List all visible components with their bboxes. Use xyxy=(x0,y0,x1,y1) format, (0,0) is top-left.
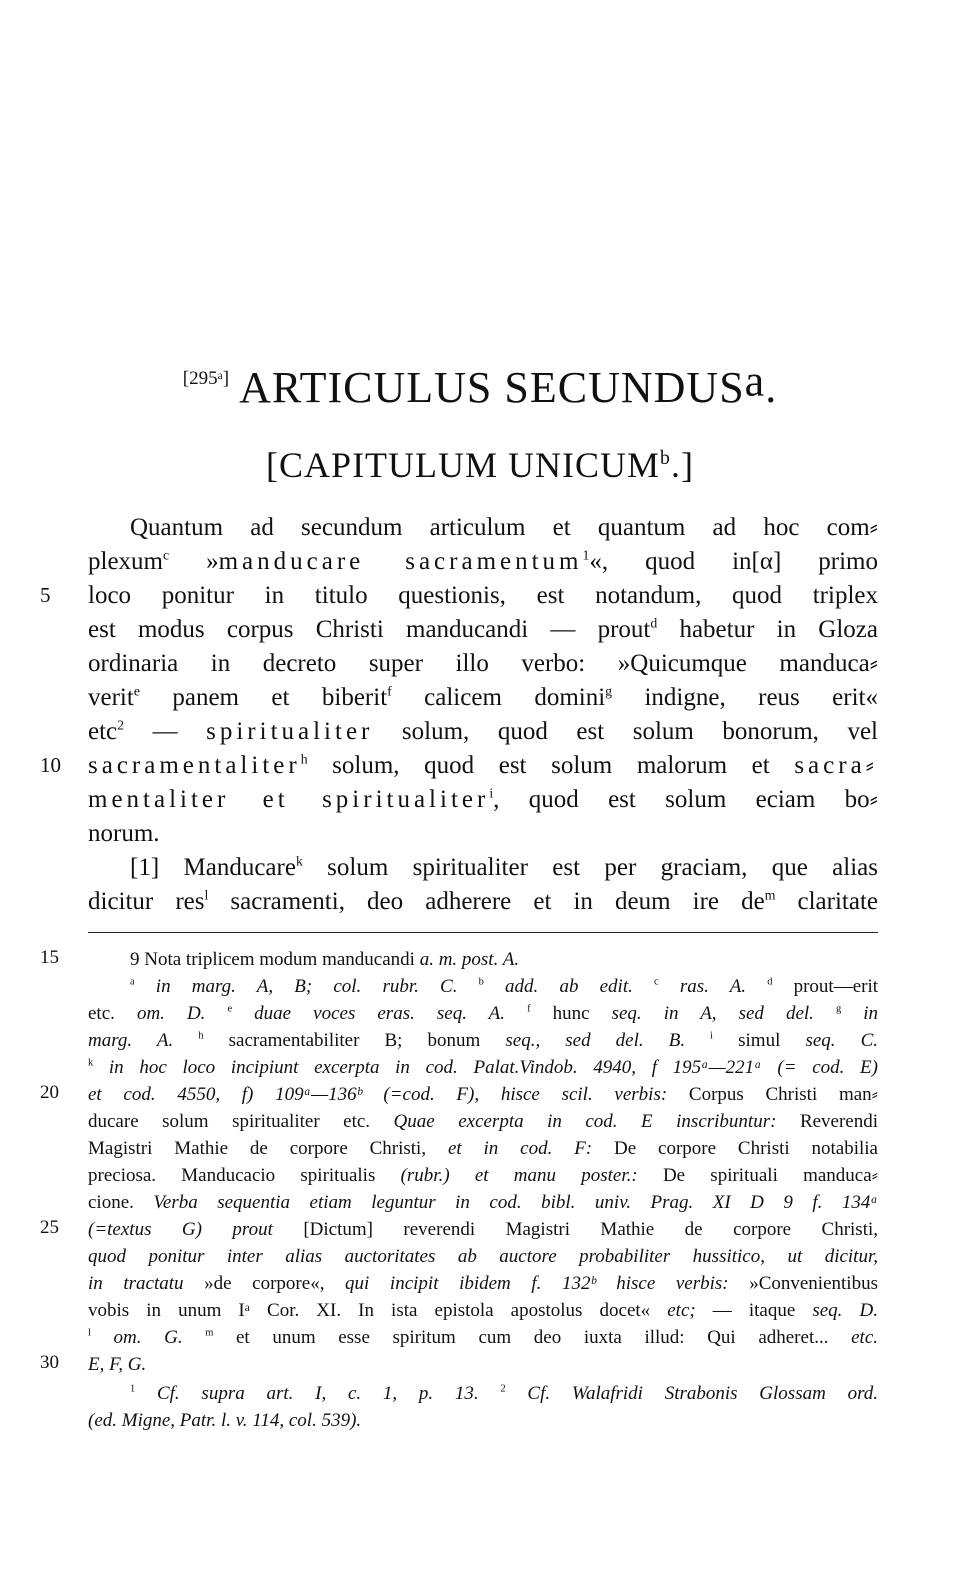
line-number: 30 xyxy=(40,1352,59,1373)
note-line: quod ponitur inter alias auctoritates ab auctore probabiliter hussitico, ut dicitur, xyxy=(88,1246,878,1267)
note-line: etc. om. D. $^e$ duae voces eras. seq. A. $^f$ hunc seq. in A, sed del. $^g$ in xyxy=(88,1003,879,1024)
note-line: et cod. 4550, f) 109ᵃ—136ᵇ (=cod. F), hisce scil. verbis: Corpus Christi man⸗ xyxy=(88,1084,878,1105)
text-line: mentaliter et spiritualiter$^i$, quod est solum eciam bo⸗ xyxy=(88,785,878,813)
chapter-footnote-mark: b xyxy=(660,447,671,469)
note-line: $^l$ om. G. $^m$ et unum esse spiritum cum deo iuxta illud: Qui adheret... etc. xyxy=(88,1327,879,1348)
note-line: ducare solum spiritualiter etc. Quae excerpta in cod. E inscribuntur: Reverendi xyxy=(88,1111,879,1132)
note-line: $^a$ in marg. A, B; col. rubr. C. $^b$ add. ab edit. $^c$ ras. A. $^d$ prout—erit xyxy=(130,976,879,997)
note-line: $^k$ in hoc loco incipiunt excerpta in cod. Palat.Vindob. 4940, f 195ᵃ—221ᵃ (= cod. E) xyxy=(88,1057,878,1078)
note-line: (ed. Migne, Patr. l. v. 114, col. 539). xyxy=(88,1410,362,1431)
line-number: 10 xyxy=(40,753,61,777)
footnote-divider xyxy=(88,932,878,933)
note-line: Magistri Mathie de corpore Christi, et in cod. F: De corpore Christi notabilia xyxy=(88,1138,878,1159)
text-line: loco ponitur in titulo questionis, est notandum, quod triplex xyxy=(88,582,878,609)
note-line: $^1$ Cf. supra art. I, c. 1, p. 13. $^2$ Cf. Walafridi Strabonis Glossam ord. xyxy=(130,1383,879,1404)
text-line: dicitur res$^l$ sacramenti, deo adherere et in deum ire $de^m$ claritate xyxy=(88,887,878,915)
note-line: in tractatu »de corpore«, qui incipit ibidem f. 132ᵇ hisce verbis: »Convenientibus xyxy=(88,1273,878,1294)
note-line: vobis in unum Iᵃ Cor. XI. In ista epistola apostolus docet« etc; — itaque seq. D. xyxy=(88,1300,878,1321)
note-line: preciosa. Manducacio spiritualis (rubr.) et manu poster.: De spirituali manduca⸗ xyxy=(88,1165,878,1186)
line-number: 15 xyxy=(40,947,59,968)
text-line: sacramentaliter$^h$ solum, quod est solum malorum et sacra⸗ xyxy=(88,751,878,779)
text-line: etc$^2$ — spiritualiter solum, quod est solum bonorum, vel xyxy=(88,717,879,745)
article-heading xyxy=(0,356,960,426)
text-line: verit$^e$ panem et biberit$^f$ calicem domini$^g$ indigne, reus erit« xyxy=(88,683,878,711)
note-line: cione. Verba sequentia etiam leguntur in cod. bibl. univ. Prag. XI D 9 f. 134ᵃ xyxy=(88,1192,878,1213)
text-line: ordinaria in decreto super illo verbo: »Quicumque manduca⸗ xyxy=(88,650,878,677)
text-line: est modus corpus Christi manducandi — prout$^d$ habetur in Gloza xyxy=(88,615,878,643)
line-number: 5 xyxy=(40,583,51,607)
line-number: 20 xyxy=(40,1082,59,1103)
chapter-heading xyxy=(0,444,960,486)
note-line: 9 Nota triplicem modum manducandi a. m. post. A. xyxy=(130,949,520,970)
note-line: (=textus G) prout [Dictum] reverendi Magistri Mathie de corpore Christi, xyxy=(88,1219,879,1240)
article-title-end: . xyxy=(765,363,778,412)
article-footnote-mark: a xyxy=(744,356,766,406)
page-reference: [295ᵃ] xyxy=(182,368,230,389)
chapter-title: [CAPITULUM UNICUM xyxy=(266,445,661,485)
note-line: E, F, G. xyxy=(88,1354,147,1375)
chapter-title-end: .] xyxy=(670,445,694,485)
text-line: [1] Manducare$^k$ solum spiritualiter est per graciam, que alias xyxy=(130,853,878,881)
note-line: marg. A. $^h$ sacramentabiliter B; bonum seq., sed del. B. $^i$ simul seq. C. xyxy=(88,1030,879,1051)
text-line: norum. xyxy=(88,820,160,847)
line-number: 25 xyxy=(40,1217,59,1238)
text-line: Quantum ad secundum articulum et quantum ad hoc com⸗ xyxy=(130,514,878,541)
article-title: ARTICULUS SECUNDUS xyxy=(239,363,745,412)
text-line: plexum$^c$ »manducare sacramentum$^1$«, quod in[α] primo xyxy=(88,547,878,575)
